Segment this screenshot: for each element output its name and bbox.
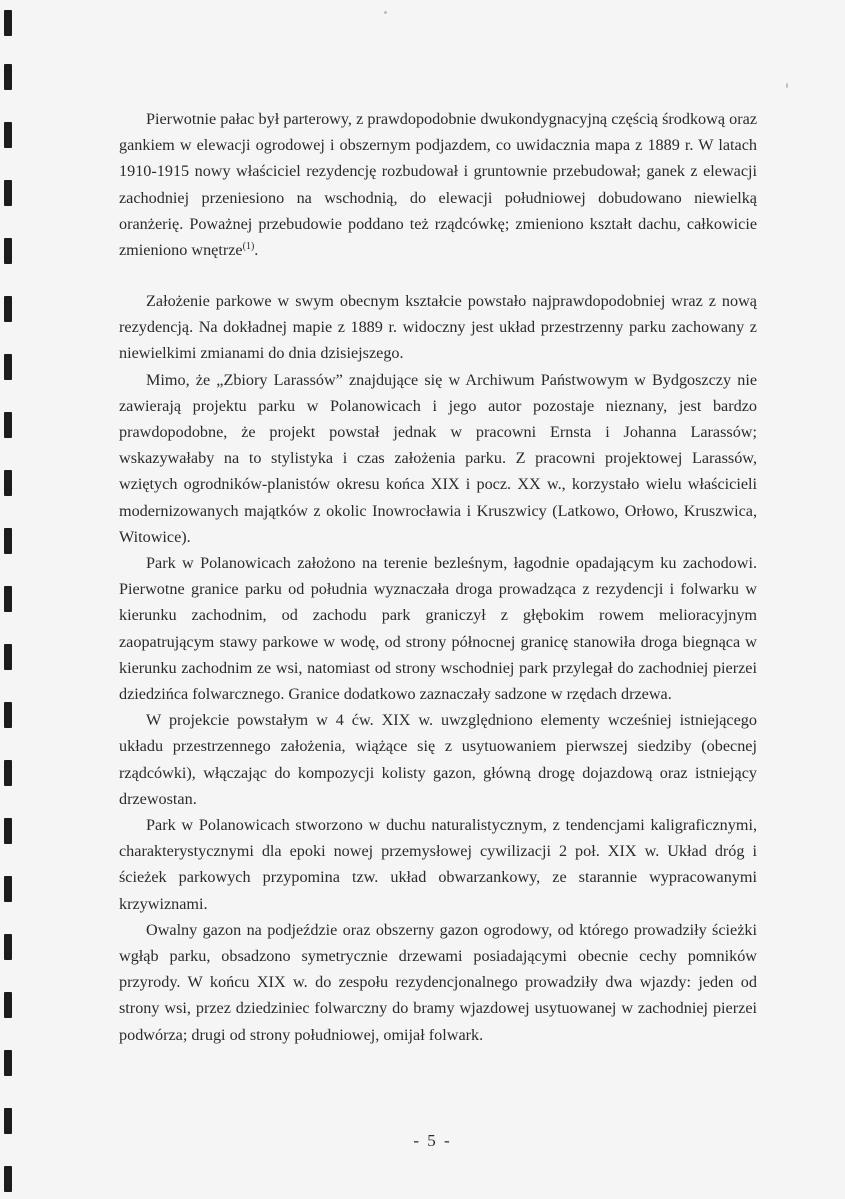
paragraph-tail: . xyxy=(254,241,259,260)
binding-hole xyxy=(4,354,12,380)
paragraph xyxy=(119,106,757,263)
binding-hole xyxy=(4,64,12,90)
binding-hole xyxy=(4,10,12,36)
binding-hole xyxy=(4,644,12,670)
paragraph-text: Pierwotnie pałac był parterowy, z prawdopodobnie dwukondygnacyjną częścią środkową oraz gankiem w elewacji ogrodowej i obszernym podjazdem, co uwidacznia mapa z 1889 r. W latach 1910-1915 nowy właściciel rezydencję rozbudował i gruntownie przebudował; ganek z elewacji zachodniej przeniesiono na wschodnią, do elewacji południowej dobudowano niewielką oranżerię. Poważnej przebudowie poddano też rządcówkę; zmieniono kształt dachu, całkowicie zmieniono wnętrze xyxy=(119,110,757,260)
paragraph: Park w Polanowicach stworzono w duchu naturalistycznym, z tendencjami kaligraficznymi, charakterystycznymi dla epoki nowej przemysłowej cywilizacji 2 poł. XIX w. Układ dróg i ścieżek parkowych przypomina tzw. układ obwarzankowy, ze starannie wypracowanymi krzywiznami. xyxy=(119,816,757,913)
scan-speck xyxy=(786,83,788,88)
binding-hole xyxy=(4,1166,12,1192)
section-park xyxy=(119,288,757,1048)
paragraph: Założenie parkowe w swym obecnym kształcie powstało najprawdopodobniej wraz z nową rezydencją. Na dokładnej mapie z 1889 r. widoczny jest układ przestrzenny parku zachowany z niewielkimi zmianami do dnia dzisiejszego. xyxy=(119,292,757,363)
binding-hole xyxy=(4,1050,12,1076)
binding-hole xyxy=(4,528,12,554)
scan-speck xyxy=(384,11,387,14)
binding-hole xyxy=(4,122,12,148)
binding-hole xyxy=(4,760,12,786)
binding-hole xyxy=(4,470,12,496)
binding-hole xyxy=(4,876,12,902)
binding-hole xyxy=(4,586,12,612)
binding-hole xyxy=(4,934,12,960)
binding-hole xyxy=(4,180,12,206)
binding-hole xyxy=(4,238,12,264)
page-number: - 5 - xyxy=(413,1131,452,1150)
binding-hole xyxy=(4,702,12,728)
binding-hole xyxy=(4,818,12,844)
paragraph: Park w Polanowicach założono na terenie bezleśnym, łagodnie opadającym ku zachodowi. Pierwotne granice parku od południa wyznaczała droga prowadząca z rezydencji i folwarku w kierunku zachodnim, od zachodu park graniczył z głębokim rowem melioracyjnym zaopatrującym stawy parkowe w wodę, od strony północnej granicę stanowiła droga biegnąca w kierunku zachodnim ze wsi, natomiast od strony wschodniej park przylegał do zachodniej pierzei dziedzińca folwarcznego. Granice dodatkowo zaznaczały sadzone w rzędach drzewa. xyxy=(119,554,757,704)
binding-hole xyxy=(4,992,12,1018)
footnote-reference: (1) xyxy=(242,241,255,253)
paragraph: W projekcie powstałym w 4 ćw. XIX w. uwzględniono elementy wcześniej istniejącego układu przestrzennego założenia, wiążące się z usytuowaniem pierwszej siedziby (obecnej rządcówki), włączając do kompozycji kolisty gazon, główną drogę dojazdową oraz istniejący drzewostan. xyxy=(119,711,757,808)
section-palace xyxy=(119,106,757,263)
paragraph: Owalny gazon na podjeździe oraz obszerny gazon ogrodowy, od którego prowadziły ścieżki wgłąb parku, obsadzono symetrycznie drzewami posiadającymi obecnie cechy pomników przyrody. W końcu XIX w. do zespołu rezydencjonalnego prowadziły dwa wjazdy: jeden od strony wsi, przez dziedziniec folwarczny do bramy wjazdowej usytuowanej w zachodniej pierzei podwórza; drugi od strony południowej, omijał folwark. xyxy=(119,920,757,1044)
binding-hole xyxy=(4,296,12,322)
paragraph: Mimo, że „Zbiory Larassów” znajdujące się w Archiwum Państwowym w Bydgoszczy nie zawierają projektu parku w Polanowicach i jego autor pozostaje nieznany, jest bardzo prawdopodobne, że projekt powstał jednak w pracowni Ernsta i Johanna Larassów; wskazywałaby na to stylistyka i czas założenia parku. Z pracowni projektowej Larassów, wziętych ogrodników-planistów okresu końca XIX i pocz. XX w., korzystało wielu właścicieli modernizowanych majątków z okolic Inowrocławia i Kruszwicy (Latkowo, Orłowo, Kruszwica, Witowice). xyxy=(119,370,757,546)
binding-hole xyxy=(4,412,12,438)
